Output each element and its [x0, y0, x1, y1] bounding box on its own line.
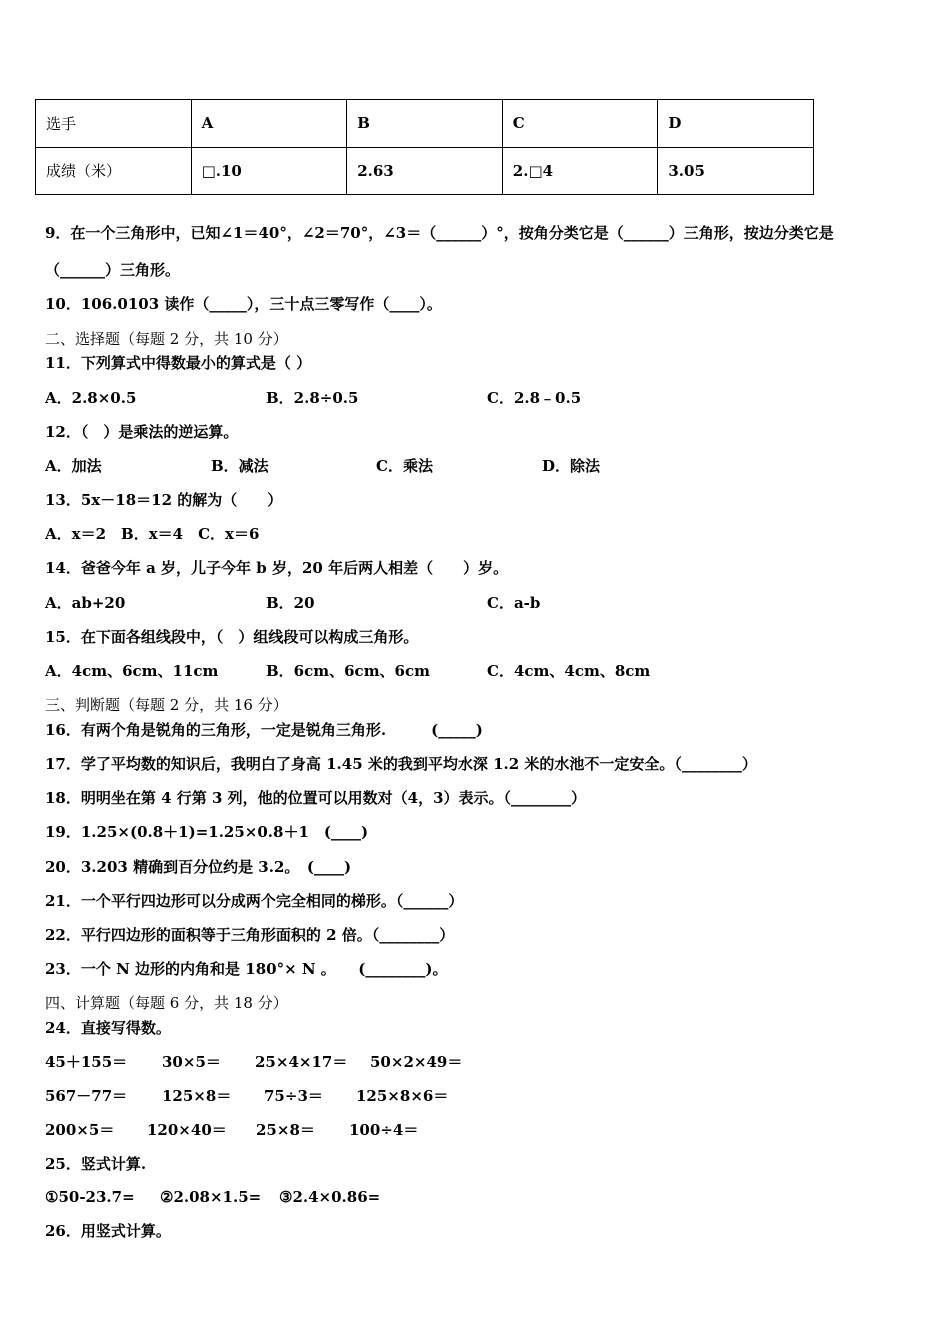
table-row	[36, 147, 814, 195]
question-21: 21．一个平行四边形可以分成两个完全相同的梯形。（______）	[45, 892, 464, 910]
option-c: C．4cm、4cm、8cm	[487, 662, 651, 680]
option-c: C．2.8﹣0.5	[487, 389, 582, 407]
question-23: 23．一个 N 边形的内角和是 180°× N 。 (________)。	[45, 960, 448, 978]
table-cell: C	[502, 100, 658, 148]
math-item: 45＋155＝	[45, 1053, 128, 1071]
table-cell: □.10	[191, 147, 347, 195]
option-c: C．a-b	[487, 594, 541, 612]
question-20: 20．3.203 精确到百分位约是 3.2。 (____)	[45, 858, 352, 876]
table-cell: 2.□4	[502, 147, 658, 195]
question-24: 24．直接写得数。	[45, 1019, 171, 1037]
question-13-options: A．x＝2 B．x＝4 C．x＝6	[45, 525, 260, 543]
math-item: 200×5＝	[45, 1121, 115, 1139]
section-heading-choice: 二、选择题（每题 2 分，共 10 分）	[45, 330, 288, 348]
option-a: A．2.8×0.5	[45, 389, 137, 407]
question-11: 11．下列算式中得数最小的算式是（ ）	[45, 354, 312, 372]
table-cell: 3.05	[658, 147, 814, 195]
option-d: D．除法	[542, 457, 601, 475]
question-22: 22．平行四边形的面积等于三角形面积的 2 倍。（________）	[45, 926, 455, 944]
math-item: ③2.4×0.86=	[279, 1188, 381, 1206]
score-table	[35, 99, 814, 195]
question-26: 26．用竖式计算。	[45, 1222, 171, 1240]
question-16: 16．有两个角是锐角的三角形，一定是锐角三角形. (_____)	[45, 721, 483, 739]
math-item: 25×8＝	[256, 1121, 315, 1139]
math-item: ①50-23.7=	[45, 1188, 135, 1206]
math-item: ②2.08×1.5=	[160, 1188, 262, 1206]
question-9-line2: （______）三角形。	[45, 261, 181, 279]
question-9-line1: 9．在一个三角形中，已知∠1＝40°，∠2＝70°，∠3＝（______）°，按角分类它是（______）三角形，按边分类它是	[45, 224, 834, 242]
question-17: 17．学了平均数的知识后，我明白了身高 1.45 米的我到平均水深 1.2 米的水池不一定安全。（________）	[45, 755, 757, 773]
question-18: 18．明明坐在第 4 行第 3 列，他的位置可以用数对（4，3）表示。（________）	[45, 789, 587, 807]
table-cell: 2.63	[347, 147, 503, 195]
option-b: B．20	[266, 594, 315, 612]
table-cell: D	[658, 100, 814, 148]
option-b: B．减法	[211, 457, 269, 475]
math-item: 120×40＝	[147, 1121, 227, 1139]
math-item: 30×5＝	[162, 1053, 221, 1071]
question-12: 12．（ ）是乘法的逆运算。	[45, 423, 239, 441]
section-heading-judge: 三、判断题（每题 2 分，共 16 分）	[45, 696, 288, 714]
question-13: 13．5x－18＝12 的解为（ ）	[45, 491, 283, 509]
option-b: B．6cm、6cm、6cm	[266, 662, 431, 680]
math-item: 125×8×6＝	[356, 1087, 449, 1105]
table-cell: 成绩（米）	[36, 147, 192, 195]
table-row	[36, 100, 814, 148]
math-item: 100÷4＝	[349, 1121, 419, 1139]
question-25: 25．竖式计算.	[45, 1155, 147, 1173]
option-c: C．乘法	[376, 457, 433, 475]
table-cell: 选手	[36, 100, 192, 148]
math-item: 50×2×49＝	[370, 1053, 463, 1071]
option-a: A．ab+20	[45, 594, 126, 612]
question-14: 14．爸爸今年 a 岁，儿子今年 b 岁，20 年后两人相差（ ）岁。	[45, 559, 509, 577]
option-a: A．4cm、6cm、11cm	[45, 662, 219, 680]
math-item: 567－77＝	[45, 1087, 128, 1105]
table-cell: A	[191, 100, 347, 148]
math-item: 75÷3＝	[264, 1087, 323, 1105]
math-item: 125×8＝	[162, 1087, 232, 1105]
question-10: 10．106.0103 读作（_____），三十点三零写作（____）。	[45, 295, 442, 313]
question-19: 19．1.25×(0.8＋1)=1.25×0.8＋1 (____)	[45, 823, 369, 841]
question-15: 15．在下面各组线段中，（ ）组线段可以构成三角形。	[45, 628, 419, 646]
section-heading-calc: 四、计算题（每题 6 分，共 18 分）	[45, 994, 288, 1012]
option-a: A．加法	[45, 457, 102, 475]
math-item: 25×4×17＝	[255, 1053, 348, 1071]
table-cell: B	[347, 100, 503, 148]
option-b: B．2.8÷0.5	[266, 389, 359, 407]
